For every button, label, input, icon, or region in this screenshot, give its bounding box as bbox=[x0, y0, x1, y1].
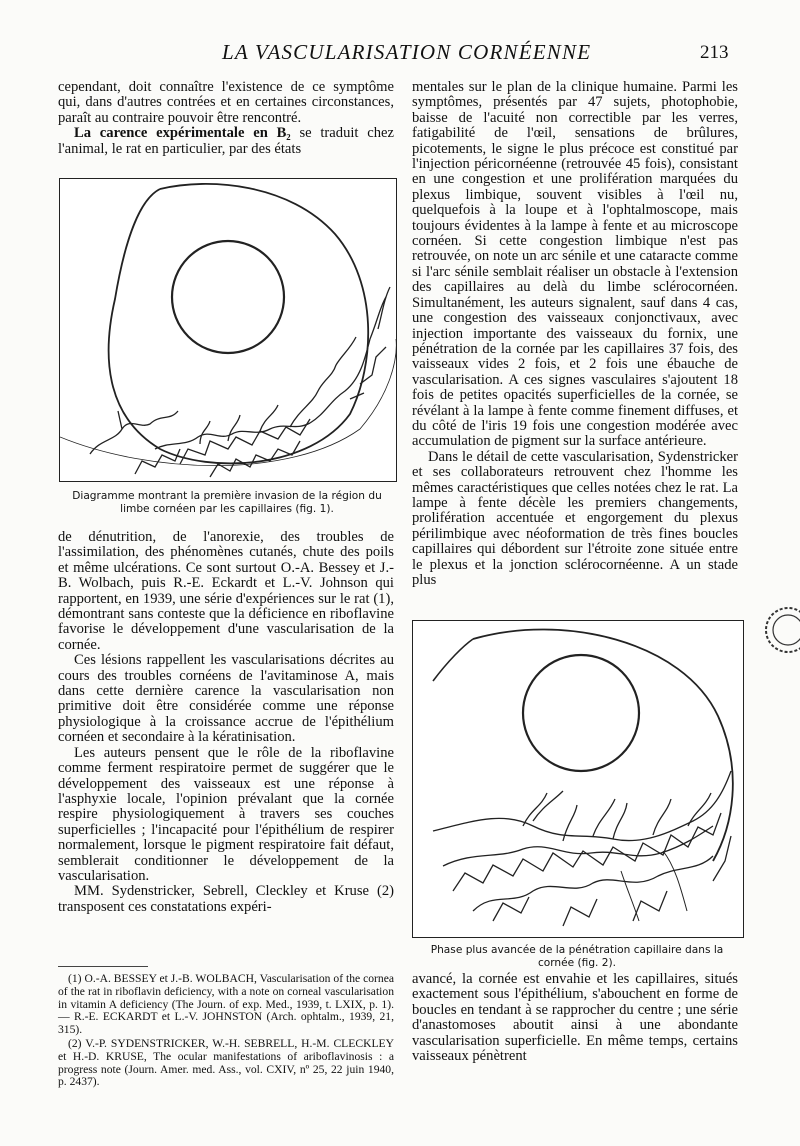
paragraph: mentales sur le plan de la clinique humaine. Parmi les symptômes, présentés par 47 sujets, photophobie, baisse de l'acuité non correctible par les verres, fatigabilité de l'œil, sensations de brûlures, picotements, le signe le plus précoce est constitué par l'injection péricornéenne (retrouvée 45 fois), consistant en une congestion et une prolifération marquées du plexus limbique, souvent visibles à l'œil nu, quelquefois à la loupe et à l'ophtalmoscope, mais toujours évidentes à la lampe à fente et au microscope cornéen. Si cette congestion limbique n'est pas retrouvée, on note un arc sénile et une cataracte comme si l'arc sénile semblait réaliser un obstacle à l'extension des capillaires au delà du limbe sclérocornéen. Simultanément, les auteurs signalent, sauf dans 4 cas, une congestion des vaisseaux conjonctivaux, avec injection importante des vaisseaux du fornix, une pénétration de la cornée par les capillaires 37 fois, des vaisseaux vides 2 fois, et 2 fois une ébauche de vascularisation. A ces signes vasculaires s'ajoutent 18 fois de petites opacités superficielles de la cornée, se révélant à la lampe à fente comme finement diffuses, et du côté de l'iris 19 fois une congestion modérée avec accumulation de pigment sur la surface antérieure. bbox=[412, 79, 738, 450]
left-column-top bbox=[58, 80, 394, 157]
footnote-rule bbox=[58, 966, 148, 967]
paragraph-text: se traduit chez l'animal, le rat en particulier, par des états bbox=[58, 125, 394, 157]
paragraph: Dans le détail de cette vascularisation, Sydenstricker et ses collaborateurs retrouvent chez l'homme les mêmes caractéristiques que celles notées chez le rat. La lampe à fente décèle les premiers changements, prolifération accentuée et engorgement du plexus périlimbique avec néoformation de très fines boucles capillaires qui débordent sur l'étroite zone située entre le plexus et la jonction sclérocornéenne. A un stade plus bbox=[412, 448, 738, 588]
advanced-capillary-illustration bbox=[413, 621, 743, 937]
page-number: 213 bbox=[700, 42, 729, 63]
footnotes bbox=[58, 966, 394, 1090]
paragraph: MM. Sydenstricker, Sebrell, Cleckley et Kruse (2) transposent ces constatations expéri- bbox=[58, 883, 394, 915]
paragraph: de dénutrition, de l'anorexie, des troubles de l'assimilation, des phénomènes cutanés, chute des poils et même ulcérations. Ce sont surtout O.-A. Bessey et J.-B. Wolbach, puis R.-E. Eckardt et L.-V. Johnson qui rapportent, en 1939, une série d'expériences sur le rat (1), démontrant sans conteste que la déficience en riboflavine favorise le développement d'une vascularisation de la cornée. bbox=[58, 529, 394, 653]
right-column-top bbox=[412, 80, 738, 588]
paragraph: avancé, la cornée est envahie et les capillaires, situés exactement sous l'épithélium, s'abouchent en forme de boucles en tendant à se rapprocher du centre ; une série d'anastomoses aboutit ainsi à une abondante vascularisation superficielle. En même temps, certains vaisseaux pénètrent bbox=[412, 971, 738, 1065]
paragraph-carence bbox=[58, 126, 394, 157]
figure-1-drawing bbox=[59, 178, 397, 482]
footnote-1: (1) O.-A. BESSEY et J.-B. WOLBACH, Vascularisation of the cornea of the rat in riboflavin deficiency, with a note on corneal vascularisation in vitamin A deficiency (The Journ. of exp. Med., 1939, t. LXIX, p. 1). — R.-E. ECKARDT et L.-V. JOHNSTON (Arch. ophtalm., 1939, 21, 315). bbox=[58, 972, 394, 1037]
limbus-vessels-illustration bbox=[60, 179, 396, 481]
left-column-bottom bbox=[58, 530, 394, 915]
library-stamp-mark bbox=[748, 592, 800, 662]
figure-2-drawing bbox=[412, 620, 744, 938]
paragraph: Ces lésions rappellent les vascularisations décrites au cours des troubles cornéens de l'avitaminose A, mais dans cette dernière carence la vascularisation non primitive doit être considérée comme une réponse physiologique à la croissance accrue de l'épithélium cornéen et secondaire à la kératinisation. bbox=[58, 652, 394, 746]
figure-2-caption: Phase plus avancée de la pénétration capillaire dans la cornée (fig. 2). bbox=[430, 944, 724, 969]
figure-1-caption: Diagramme montrant la première invasion de la région du limbe cornéen par les capillaires (fig. 1). bbox=[72, 490, 382, 515]
running-header-title: LA VASCULARISATION CORNÉENNE bbox=[222, 40, 592, 64]
footnote-2: (2) V.-P. SYDENSTRICKER, W.-H. SEBRELL, H.-M. CLECKLEY et H.-D. KRUSE, The ocular manifestations of ariboflavinosis : a progress note (Journ. Amer. med. Ass., vol. CXIV, nº 25, 22 juin 1940, p. 2437). bbox=[58, 1036, 394, 1089]
paragraph: Les auteurs pensent que le rôle de la riboflavine comme ferment respiratoire permet de suggérer que le développement des vaisseaux est une réponse à l'asphyxie locale, l'opinion prévalant que la cornée respire physiologiquement à travers ses couches superficielles ; l'incapacité pour l'épithélium de respirer normalement, lorsque le pigment respiratoire fait défaut, semblerait conditionner le développement de la vascularisation. bbox=[58, 744, 394, 884]
bold-heading: La carence expérimentale en B₂ bbox=[74, 125, 291, 142]
right-column-bottom bbox=[412, 972, 738, 1064]
paragraph: cependant, doit connaître l'existence de ce symptôme qui, dans d'autres contrées et en certaines circonstances, paraît au contraire pouvoir être rencontré. bbox=[58, 79, 394, 126]
